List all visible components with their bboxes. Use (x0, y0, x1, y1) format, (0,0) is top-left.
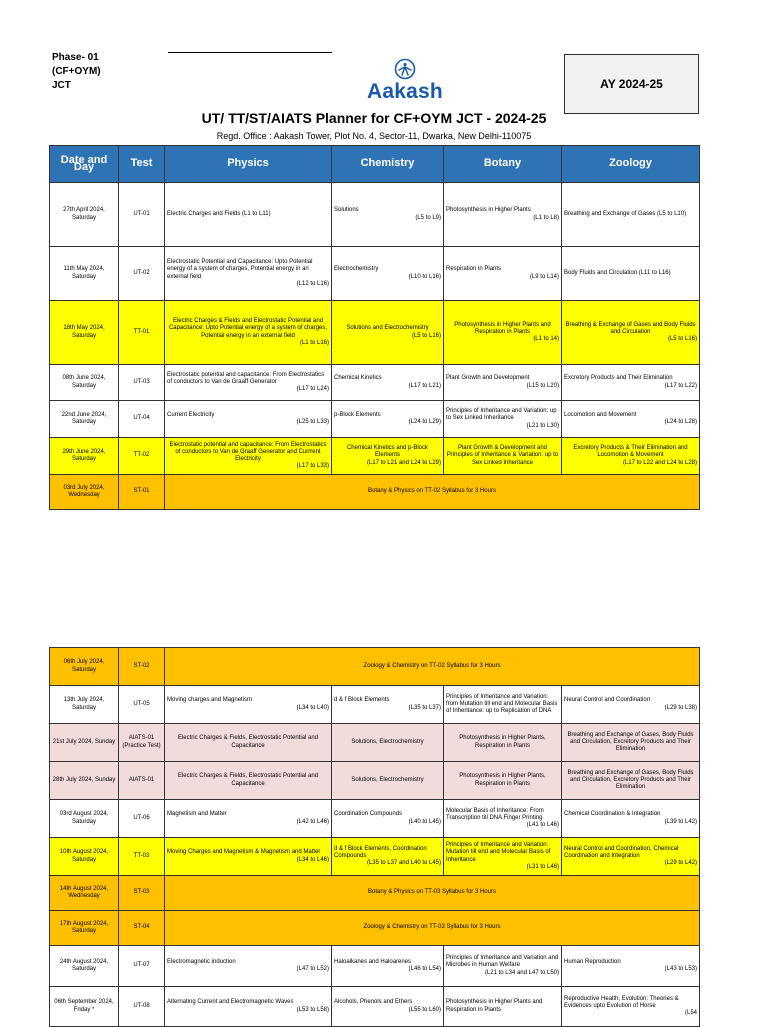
zoology-cell (562, 365, 700, 401)
chemistry-lecture-range: (L10 to L16) (408, 273, 441, 280)
botany-cell-text: Plant Growth & Development and Principles of Inheritance & Variation: up to Sex Linked Inheritance (446, 445, 559, 466)
date-cell-text: 14th August 2024, Wednesday (59, 885, 109, 899)
chemistry-lecture-range: (L17 to L21) (408, 382, 441, 389)
zoology-lecture-range: (L17 to L22 and L24 to L28) (622, 459, 697, 466)
test-cell (119, 838, 165, 876)
physics-cell-text: Electrostatic potential and capacitance: From Electrostatics of conductors to Van de Graaff Generator and Currrent Electricity (169, 441, 327, 462)
physics-lecture-range: (L34 to L46) (296, 856, 329, 863)
date-cell-text: 10th August 2024, Saturday (59, 849, 109, 863)
chemistry-cell (332, 247, 444, 301)
botany-cell-text: Photosynthesis in Higher Plants (446, 207, 531, 214)
date-cell (50, 475, 119, 510)
physics-lecture-range: (L34 to L40) (296, 704, 329, 711)
date-cell (50, 762, 119, 800)
chemistry-lecture-range: (L46 to L54) (408, 966, 441, 972)
physics-lecture-range: (L42 to L46) (296, 818, 329, 825)
date-cell-text: 29th June 2024, Saturday (62, 448, 106, 462)
zoology-cell-text: Neural Control and Coordination (564, 697, 651, 704)
merged-syllabus-cell (165, 648, 700, 686)
physics-cell-text: Current Electricity (167, 411, 215, 418)
chemistry-lecture-range: (L55 to L60) (408, 1006, 441, 1013)
merged-syllabus-cell-text: Botany & Physics on TT-02 Syllabus for 3 Hours (368, 488, 496, 495)
test-cell-text: UT-04 (133, 415, 150, 422)
botany-cell (444, 686, 562, 724)
botany-cell (444, 762, 562, 800)
botany-cell (444, 301, 562, 365)
office-address: Regd. Office : Aakash Tower, Plot No. 4, Sector-11, Dwarka, New Delhi-110075 (216, 131, 532, 141)
phase-line-2: (CF+OYM) (52, 66, 101, 77)
chemistry-lecture-range: (L5 to L9) (415, 214, 441, 221)
zoology-cell-text: Body Fluids and Circulation (L11 to L16) (564, 269, 671, 276)
test-cell (119, 987, 165, 1027)
botany-lecture-range: (L15 to L20) (526, 382, 559, 389)
test-cell (119, 946, 165, 987)
physics-cell (165, 686, 332, 724)
zoology-cell-text: Breathing & Exchange of Gases and Body Fluids and Circulation (565, 321, 696, 335)
test-cell-text: ST-02 (133, 662, 150, 669)
date-cell-text: 11th May 2024, Saturday (63, 266, 105, 280)
botany-cell-text: Principles of Inheritance and Variation and Microbes in Human Welfare (446, 955, 559, 969)
zoology-lecture-range: (L39 to L42) (664, 818, 698, 825)
date-cell (50, 686, 119, 724)
date-cell-text: 21st July 2024, Sunday (52, 738, 116, 745)
date-cell-text: 13th July 2024, Saturday (63, 697, 105, 711)
botany-cell (444, 800, 562, 838)
merged-syllabus-cell (165, 911, 700, 946)
chemistry-cell (332, 183, 444, 247)
physics-lecture-range: (L17 to L24) (296, 386, 329, 393)
chemistry-lecture-range: (L35 to L37) (408, 704, 441, 711)
page-title: UT/ TT/ST/AIATS Planner for CF+OYM JCT - 2024-25 (201, 110, 547, 126)
header-rule (168, 52, 332, 53)
physics-cell-text: Electric Charges & Fields, Electrostatic Potential and Capacitance (177, 773, 319, 787)
zoology-cell-text: Human Reproduction (564, 958, 621, 965)
test-cell (119, 876, 165, 911)
physics-cell-text: Magnetism and Matter (167, 811, 227, 818)
table-row (50, 686, 700, 724)
test-cell-text: TT-03 (133, 852, 150, 859)
zoology-cell-text: Excretory Products & Their Elimination and Locomotion & Movement (573, 445, 688, 459)
table-row (50, 365, 700, 401)
chemistry-lecture-range: (L17 to L21 and L24 to L29) (366, 459, 441, 466)
test-cell-text: ST-04 (133, 924, 150, 931)
chemistry-cell-text: Alcohols, Phenols and Ethers (334, 999, 413, 1006)
physics-cell-text: Electric Charges & Fields and Electrostatic Potential and Capacitance: Upto Potential energy of a system of charges, Potential energy in an external field (168, 318, 328, 339)
test-cell-text: ST-01 (133, 488, 150, 495)
table-row (50, 301, 700, 365)
test-cell (119, 247, 165, 301)
zoology-lecture-range: (L29 to L38) (664, 704, 698, 711)
physics-cell-text: Alternating Current and Electromagnetic Waves (167, 999, 294, 1006)
botany-cell-text: Molecular Basis of Inheritance: From Transcription till DNA Finger Printing (446, 807, 544, 821)
test-cell (119, 475, 165, 510)
test-cell-text: UT-08 (133, 1002, 150, 1009)
date-cell (50, 247, 119, 301)
zoology-cell (562, 686, 700, 724)
botany-cell-text: Principles of Inheritance and Variation: Mutation till end and Molecular Basis of Inheritance (446, 842, 551, 863)
col-date-header: Date and Day (50, 146, 119, 183)
zoology-lecture-range: (L17 to L22) (664, 382, 697, 389)
phase-line-3: JCT (52, 80, 71, 91)
botany-lecture-range: (L41 to L46) (526, 822, 559, 829)
chemistry-cell-text: Coordination Compounds (334, 811, 403, 818)
zoology-cell-text: Breathing and Exchange of Gases, Body Fluids and Circulation, Excretory Products and Their Elimination (567, 769, 694, 791)
chemistry-lecture-range: (L24 to L29) (408, 419, 441, 425)
date-cell-text: 06th July 2024, Saturday (63, 659, 105, 673)
botany-cell (444, 247, 562, 301)
physics-lecture-range: (L53 to L58) (296, 1006, 329, 1013)
zoology-cell (562, 301, 700, 365)
physics-cell (165, 800, 332, 838)
physics-cell (165, 724, 332, 762)
chemistry-cell (332, 301, 444, 365)
table-row (50, 876, 700, 911)
col-physics-header: Physics (165, 146, 332, 183)
botany-cell (444, 401, 562, 438)
chemistry-cell-text: d & f Block Elements, Coordination Compounds (334, 845, 427, 859)
physics-cell (165, 946, 332, 987)
zoology-lecture-range: (L24 to L28) (664, 419, 697, 425)
date-cell-text: 24th August 2024, Saturday (59, 958, 109, 972)
botany-cell (444, 838, 562, 876)
zoology-cell (562, 762, 700, 800)
chemistry-cell-text: Electrochemistry (334, 266, 379, 273)
zoology-cell-text: Breathing and Exchange of Gases, Body Fluids and Circulation, Excretory Products and Their Elimination (567, 731, 694, 753)
phase-label (52, 51, 122, 93)
zoology-cell-text: Reproductive Health, Evolution: Theories & Evidences upto Evolution of Horse (564, 995, 679, 1009)
test-cell (119, 800, 165, 838)
test-cell (119, 686, 165, 724)
botany-cell (444, 987, 562, 1027)
test-cell-text: UT-06 (133, 814, 150, 821)
zoology-lecture-range: (L5 to L16) (667, 336, 697, 343)
test-cell (119, 911, 165, 946)
botany-cell (444, 183, 562, 247)
date-cell (50, 987, 119, 1027)
zoology-lecture-range: (L54 (685, 1010, 698, 1017)
zoology-cell-text: Breathing and Exchange of Gases (L5 to L10) (564, 210, 687, 217)
botany-cell-text: Photosynthesis in Higher Plants and Respiration in Plants (454, 321, 551, 335)
date-cell-text: 03rd August 2024, Saturday (59, 811, 109, 825)
chemistry-cell-text: Chemical Kinetics and p-Block Elements (346, 445, 429, 459)
physics-cell-text: Electromagnetic induction (167, 958, 236, 965)
planner-table-2 (49, 647, 700, 1027)
botany-cell-text: Plant Growth and Development (446, 375, 530, 382)
physics-cell (165, 762, 332, 800)
logo-emblem-icon (394, 58, 416, 80)
test-cell-text: UT-05 (133, 700, 150, 707)
zoology-cell (562, 724, 700, 762)
date-cell-text: 08th June 2024, Saturday (62, 375, 106, 389)
chemistry-cell-text: Solutions, Electrochemistry (351, 738, 424, 745)
botany-cell (444, 724, 562, 762)
table-row (50, 438, 700, 475)
botany-cell (444, 365, 562, 401)
botany-cell (444, 946, 562, 987)
botany-cell (444, 438, 562, 475)
zoology-cell (562, 401, 700, 438)
zoology-cell-text: Locomotion and Movement (564, 411, 637, 418)
test-cell-text: TT-01 (133, 328, 150, 335)
physics-lecture-range: (L1 to L16) (299, 339, 329, 346)
chemistry-cell-text: d & f Block Elements (334, 697, 390, 704)
botany-cell-text: Photosynthesis in Higher Plants, Respiration in Plants (459, 773, 546, 787)
physics-cell (165, 247, 332, 301)
test-cell-text: ST-03 (133, 889, 150, 896)
test-cell (119, 724, 165, 762)
test-cell (119, 762, 165, 800)
planner-table-1 (49, 145, 700, 510)
chemistry-lecture-range: (L40 to L45) (408, 818, 441, 825)
physics-cell (165, 838, 332, 876)
zoology-cell (562, 438, 700, 475)
date-cell-text: 06th September 2024, Friday * (54, 999, 114, 1013)
test-cell-text: TT-02 (133, 452, 150, 459)
physics-cell-text: Moving charges and Magnetism (167, 697, 253, 704)
chemistry-cell-text: Chemical Kinetics (334, 375, 382, 382)
chemistry-cell (332, 438, 444, 475)
table-row (50, 800, 700, 838)
phase-line-1: Phase- 01 (52, 52, 99, 63)
test-cell-text: UT-02 (133, 269, 150, 276)
physics-cell-text: Electric Charges & Fields, Electrostatic Potential and Capacitance (177, 735, 319, 749)
test-cell (119, 183, 165, 247)
date-cell (50, 438, 119, 475)
table-row (50, 724, 700, 762)
date-cell-text: 03rd July 2024, Wednesday (63, 484, 105, 498)
test-cell (119, 438, 165, 475)
zoology-cell (562, 800, 700, 838)
col-test-header: Test (119, 146, 165, 183)
merged-syllabus-cell (165, 475, 700, 510)
chemistry-cell (332, 800, 444, 838)
table-row (50, 762, 700, 800)
botany-lecture-range: (L31 to L46) (526, 863, 559, 870)
botany-lecture-range: (L9 to L14) (529, 273, 559, 280)
chemistry-cell (332, 686, 444, 724)
table-row (50, 247, 700, 301)
zoology-cell (562, 183, 700, 247)
logo-text: Aakash (367, 80, 443, 103)
physics-cell (165, 301, 332, 365)
table-row (50, 475, 700, 510)
table-row (50, 911, 700, 946)
botany-cell-text: Photosynthesis in Higher Plants, Respiration in Plants (459, 735, 546, 749)
chemistry-cell-text: p-Block Elements (334, 411, 381, 418)
date-cell (50, 301, 119, 365)
physics-cell (165, 365, 332, 401)
date-cell (50, 401, 119, 438)
physics-cell (165, 183, 332, 247)
table-header-row (50, 146, 700, 183)
zoology-cell (562, 838, 700, 876)
table-row (50, 401, 700, 438)
merged-syllabus-cell (165, 876, 700, 911)
physics-cell-text: Electrostatic potential and capacitance: From Electrostatics of conductors to Van de Graaff Generator (167, 371, 325, 385)
test-cell-text: UT-01 (133, 210, 150, 217)
merged-syllabus-cell-text: Botany & Physics on TT-03 Syllabus for 3 Hours (368, 889, 496, 896)
zoology-lecture-range: (L43 to L53) (664, 966, 698, 972)
table-row (50, 987, 700, 1027)
physics-lecture-range: (L25 to L33) (296, 419, 329, 425)
chemistry-cell (332, 724, 444, 762)
col-botany-header: Botany (444, 146, 562, 183)
physics-lecture-range: (L47 to L52) (296, 966, 329, 972)
col-chemistry-header: Chemistry (332, 146, 444, 183)
botany-cell-text: Photosynthesis in Higher Plants and Respiration in Plants (446, 999, 543, 1013)
test-cell-text: AIATS-01 (128, 776, 155, 783)
test-cell (119, 365, 165, 401)
table-row (50, 648, 700, 686)
physics-lecture-range: (L12 to L16) (296, 280, 329, 287)
date-cell (50, 800, 119, 838)
physics-cell (165, 401, 332, 438)
table-row (50, 946, 700, 987)
physics-cell (165, 987, 332, 1027)
date-cell-text: 27th April 2024, Saturday (63, 207, 105, 221)
botany-cell-text: Respiration in Plants (446, 266, 502, 273)
zoology-cell-text: Neural Control and Coordination, Chemical Coordination and Integration (564, 845, 679, 859)
date-cell (50, 876, 119, 911)
physics-cell-text: Electric Charges and Fields (L1 to L11) (167, 210, 271, 217)
chemistry-cell-text: Solutions, Electrochemistry (351, 776, 424, 783)
date-cell (50, 724, 119, 762)
table-row (50, 838, 700, 876)
chemistry-cell (332, 946, 444, 987)
date-cell-text: 17th August 2024, Saturday (59, 920, 109, 934)
chemistry-cell (332, 401, 444, 438)
chemistry-cell-text: Solutions (334, 207, 359, 214)
physics-cell (165, 438, 332, 475)
merged-syllabus-cell-text: Zoology & Chemistry on TT-03 Syllabus for 3 Hours (363, 924, 501, 931)
zoology-cell (562, 946, 700, 987)
chemistry-cell (332, 987, 444, 1027)
date-cell (50, 838, 119, 876)
botany-lecture-range: (L1 to 14) (533, 336, 559, 343)
date-cell (50, 648, 119, 686)
chemistry-cell (332, 838, 444, 876)
academic-year-box: AY 2024-25 (564, 54, 699, 114)
chemistry-cell-text: Solutions and Electrochemistry (346, 325, 429, 332)
date-cell (50, 911, 119, 946)
col-zoology-header: Zoology (562, 146, 700, 183)
date-cell-text: 28th July 2024, Sunday (52, 776, 116, 783)
botany-lecture-range: (L21 to L34 and L47 to L50) (484, 969, 559, 976)
chemistry-cell (332, 762, 444, 800)
date-cell-text: 18th May 2024, Saturday (63, 325, 105, 339)
chemistry-cell-text: Haloalkanes and Haloarenes (334, 958, 412, 965)
date-cell (50, 183, 119, 247)
merged-syllabus-cell-text: Zoology & Chemistry on TT-02 Syllabus for 3 Hours (363, 662, 501, 669)
botany-lecture-range: (L1 to L8) (533, 214, 559, 221)
date-cell-text: 22nd June 2024, Saturday (61, 411, 107, 425)
date-cell (50, 946, 119, 987)
chemistry-cell (332, 365, 444, 401)
zoology-lecture-range: (L29 to L42) (664, 860, 698, 867)
botany-lecture-range: (L21 to L30) (526, 422, 559, 429)
date-cell (50, 365, 119, 401)
physics-cell-text: Electrostatic Potential and Capacitance: Upto Potential energy of a system of charges, Potential energy in an external field (167, 259, 313, 280)
zoology-cell-text: Excretory Products and Their Elimination (564, 375, 673, 382)
physics-lecture-range: (L17 to L33) (296, 463, 329, 470)
chemistry-lecture-range: (L5 to L16) (411, 332, 441, 339)
test-cell (119, 401, 165, 438)
zoology-cell (562, 987, 700, 1027)
botany-cell-text: Principles of Inheritance and Variation: up to Sex Linked Inheritance (446, 408, 557, 422)
test-cell (119, 301, 165, 365)
botany-cell-text: Principles of Inheritance and Variation: from Mutation till end and Molecular Basis of Inheritance: up to Replication of DNA (446, 693, 558, 715)
aakash-logo (355, 58, 455, 103)
test-cell-text: UT-03 (133, 378, 150, 385)
chemistry-lecture-range: (L35 to L37 and L40 to L45) (366, 860, 441, 867)
test-cell (119, 648, 165, 686)
zoology-cell (562, 247, 700, 301)
test-cell-text: UT-07 (133, 962, 150, 969)
table-row (50, 183, 700, 247)
physics-cell-text: Moving Charges and Magnetism & Magnetism and Matter (167, 849, 321, 856)
test-cell-text: AIATS-01 (Practice Test) (122, 735, 161, 749)
zoology-cell-text: Chemical Coordination & Integration (564, 811, 661, 818)
